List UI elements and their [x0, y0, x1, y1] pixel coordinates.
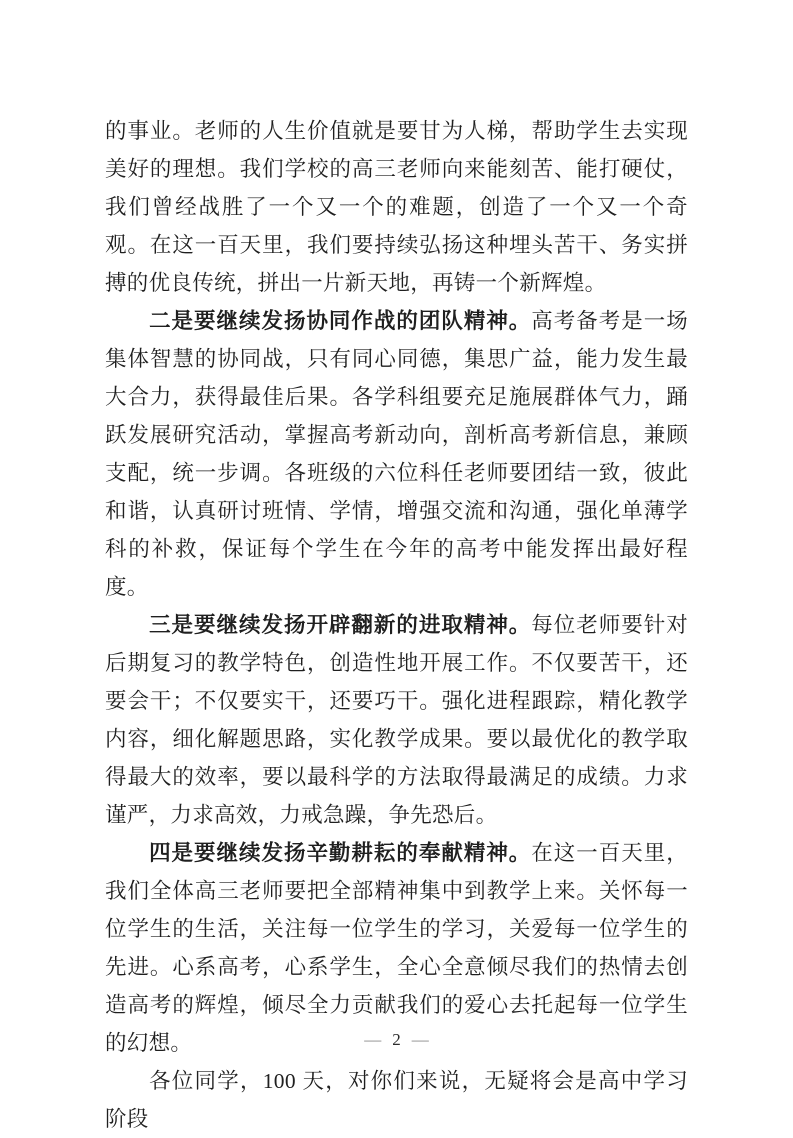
- page-number: 2: [392, 1030, 401, 1049]
- page-footer: [0, 1030, 793, 1050]
- paragraph-body-text: 每位老师要针对后期复习的教学特色，创造性地开展工作。不仅要苦干，还要会干；不仅要实干，还要巧干。强化进程跟踪，精化教学内容，细化解题思路，实化教学成果。要以最优化的教学取得最大的效率，要以最科学的方法取得最满足的成绩。力求谨严，力求高效，力戒急躁，争先恐后。: [105, 613, 688, 827]
- footer-dash-right: —: [411, 1030, 429, 1049]
- paragraph-lead-bold: 三是要继续发扬开辟翻新的进取精神。: [149, 613, 532, 637]
- paragraph-lead-bold: 二是要继续发扬协同作战的团队精神。: [149, 309, 532, 333]
- document-body: [105, 112, 688, 1138]
- footer-dash-left: —: [364, 1030, 382, 1049]
- paragraph-body-text: 各位同学，100 天，对你们来说，无疑将会是高中学习阶段: [105, 1069, 688, 1131]
- paragraph-point-two: [105, 302, 688, 606]
- paragraph-lead-bold: 四是要继续发扬辛勤耕耘的奉献精神。: [149, 841, 532, 865]
- paragraph-point-three: [105, 606, 688, 834]
- paragraph-point-four: [105, 834, 688, 1062]
- paragraph-body-text: 的事业。老师的人生价值就是要甘为人梯，帮助学生去实现美好的理想。我们学校的高三老师向来能刻苦、能打硬仗，我们曾经战胜了一个又一个的难题，创造了一个又一个奇观。在这一百天里，我们要持续弘扬这种埋头苦干、务实拼搏的优良传统，拼出一片新天地，再铸一个新辉煌。: [105, 119, 688, 295]
- paragraph-students-address: [105, 1062, 688, 1138]
- paragraph-continuation: [105, 112, 688, 302]
- paragraph-body-text: 在这一百天里，我们全体高三老师要把全部精神集中到教学上来。关怀每一位学生的生活，关注每一位学生的学习，关爱每一位学生的先进。心系高考，心系学生，全心全意倾尽我们的热情去创造高考的辉煌，倾尽全力贡献我们的爱心去托起每一位学生的幻想。: [105, 841, 688, 1055]
- paragraph-body-text: 高考备考是一场集体智慧的协同战，只有同心同德，集思广益，能力发生最大合力，获得最佳后果。各学科组要充足施展群体气力，踊跃发展研究活动，掌握高考新动向，剖析高考新信息，兼顾支配，统一步调。各班级的六位科任老师要团结一致，彼此和谐，认真研讨班情、学情，增强交流和沟通，强化单薄学科的补救，保证每个学生在今年的高考中能发挥出最好程度。: [105, 309, 688, 599]
